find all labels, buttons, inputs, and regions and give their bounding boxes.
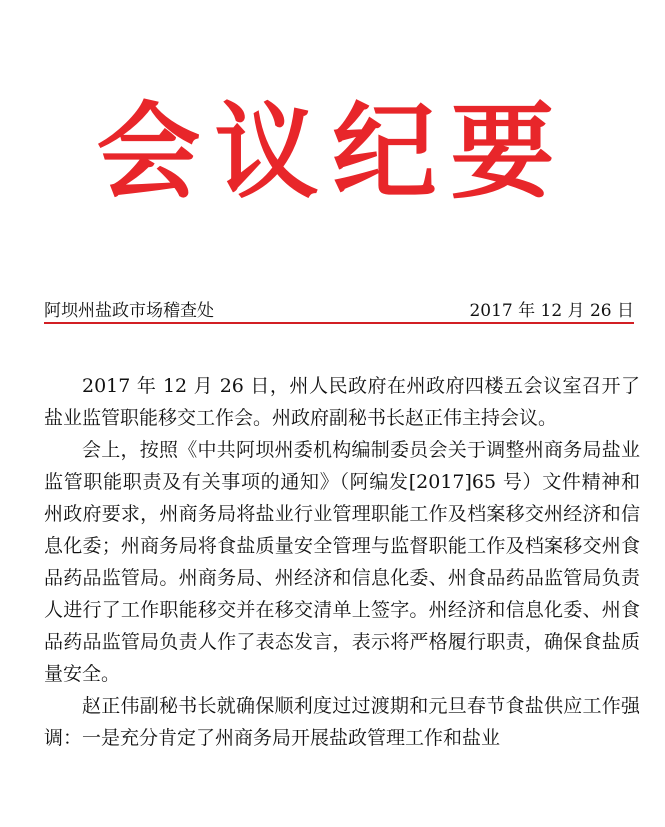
document-body	[44, 370, 640, 754]
document-header	[44, 300, 634, 324]
red-divider-line	[44, 322, 634, 324]
paragraph: 2017 年 12 月 26 日，州人民政府在州政府四楼五会议室召开了盐业监管职能移交工作会。州政府副秘书长赵正伟主持会议。	[44, 375, 640, 429]
issuer-name: 阿坝州盐政市场稽查处	[44, 301, 214, 321]
document-title: 会议纪要	[96, 90, 569, 213]
issue-date: 2017 年 12 月 26 日	[469, 301, 634, 321]
paragraph: 会上，按照《中共阿坝州委机构编制委员会关于调整州商务局盐业监管职能职责及有关事项的通知》（阿编发[2017]65 号）文件精神和州政府要求，州商务局将盐业行业管理职能工作及档案移交州经济和信息化委；州商务局将食盐质量安全管理与监督职能工作及档案移交州食品药品监管局。州商务局、州经济和信息化委、州食品药品监管局负责人进行了工作职能移交并在移交清单上签字。州经济和信息化委、州食品药品监管局负责人作了表态发言，表示将严格履行职责，确保食盐质量安全。	[44, 439, 640, 685]
paragraph: 赵正伟副秘书长就确保顺利度过过渡期和元旦春节食盐供应工作强调：一是充分肯定了州商务局开展盐政管理工作和盐业	[44, 695, 640, 749]
